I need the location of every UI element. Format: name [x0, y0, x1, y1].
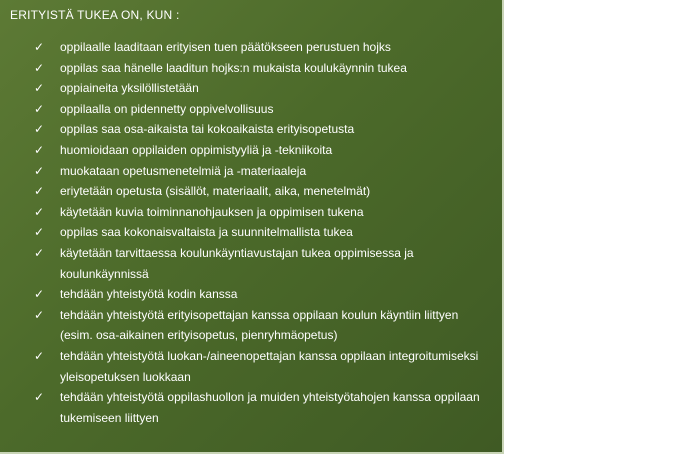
- list-item-text: oppilas saa hänelle laaditun hojks:n mukaista koulukäynnin tukea: [60, 60, 407, 75]
- checkmark-icon: ✓: [34, 163, 45, 178]
- checkmark-icon: ✓: [34, 101, 45, 116]
- checkmark-icon: ✓: [34, 142, 45, 157]
- list-item: [0, 305, 504, 346]
- list-item-text: käytetään kuvia toiminnanohjauksen ja oppimisen tukena: [60, 204, 364, 219]
- checkmark-icon: ✓: [34, 40, 45, 54]
- checkmark-icon: ✓: [34, 307, 45, 322]
- checkmark-icon: ✓: [34, 81, 45, 96]
- checkmark-icon: ✓: [34, 184, 45, 199]
- list-item: [0, 346, 504, 387]
- list-item: [0, 119, 504, 140]
- list-item-text: oppilas saa kokonaisvaltaista ja suunnitelmallista tukea: [60, 225, 353, 240]
- list-item: [0, 37, 504, 58]
- list-item-text: käytetään tarvittaessa koulunkäyntiavustajan tukea oppimisessa ja koulunkäynnissä: [60, 245, 414, 281]
- list-item-text: oppilas saa osa-aikaista tai kokoaikaista erityisopetusta: [60, 122, 355, 137]
- list-item-text: tehdään yhteistyötä erityisopettajan kanssa oppilaan koulun käyntiin liittyen (esim. osa-aikainen erityisopetus, pienryhmäopetus): [60, 307, 459, 343]
- list-item: [0, 140, 504, 161]
- list-item: [0, 222, 504, 243]
- list-item-text: oppilaalle laaditaan erityisen tuen päätökseen perustuen hojks: [60, 40, 391, 54]
- checkmark-icon: ✓: [34, 245, 45, 260]
- list-item-text: oppilaalla on pidennetty oppivelvollisuus: [60, 101, 274, 116]
- support-list: [0, 37, 504, 428]
- checkmark-icon: ✓: [34, 287, 45, 302]
- checkmark-icon: ✓: [34, 225, 45, 240]
- list-item: [0, 58, 504, 79]
- list-item: [0, 202, 504, 223]
- checkmark-icon: ✓: [34, 204, 45, 219]
- list-item-text: tehdään yhteistyötä kodin kanssa: [60, 287, 238, 302]
- list-item: [0, 387, 504, 428]
- checkmark-icon: ✓: [34, 122, 45, 137]
- list-item: [0, 78, 504, 99]
- list-item: [0, 284, 504, 305]
- list-item-text: muokataan opetusmenetelmiä ja -materiaaleja: [60, 163, 307, 178]
- list-item-text: eriytetään opetusta (sisällöt, materiaalit, aika, menetelmät): [60, 184, 371, 199]
- list-item-text: huomioidaan oppilaiden oppimistyyliä ja -tekniikoita: [60, 142, 333, 157]
- list-item-text: tehdään yhteistyötä luokan-/aineenopettajan kanssa oppilaan integroitumiseksi yleisopetuksen luokkaan: [60, 348, 479, 384]
- panel-heading: ERITYISTÄ TUKEA ON, KUN :: [10, 8, 180, 22]
- list-item-text: oppiaineita yksilöllistetään: [60, 81, 199, 96]
- checkmark-icon: ✓: [34, 348, 45, 363]
- list-item-text: tehdään yhteistyötä oppilashuollon ja muiden yhteistyötahojen kanssa oppilaan tukemiseen liittyen: [60, 390, 480, 425]
- checkmark-icon: ✓: [34, 390, 45, 405]
- checkmark-icon: ✓: [34, 60, 45, 75]
- list-item: [0, 243, 504, 284]
- list-item: [0, 99, 504, 120]
- list-item: [0, 161, 504, 182]
- list-item: [0, 181, 504, 202]
